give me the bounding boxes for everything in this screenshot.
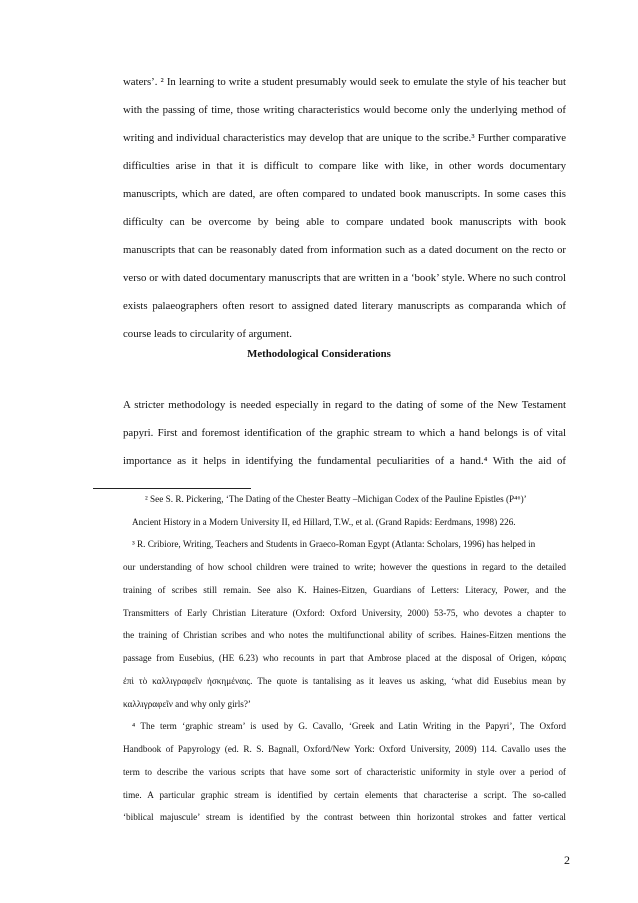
body-line: papyri. First and foremost identification of the graphic stream to which a hand belongs is of vital (123, 427, 566, 439)
footnote-line: the training of Christian scribes and who notes the multifunctional ability of scribes. Haines-Eitzen mentions the (123, 630, 566, 640)
body-line: with the passing of time, those writing characteristics would become only the underlying method of (123, 104, 566, 116)
body-line: manuscripts that can be reasonably dated from information such as a dated document on the recto or (123, 244, 566, 256)
footnote-line: our understanding of how school children were trained to write; however the questions in regard to the detailed (123, 562, 566, 572)
body-line: difficulties arise in that it is difficult to compare like with like, in other words documentary (123, 160, 566, 172)
body-line: manuscripts, which are dated, are often compared to undated book manuscripts. In some cases this (123, 188, 566, 200)
body-line: A stricter methodology is needed especially in regard to the dating of some of the New Testament (123, 399, 566, 411)
footnote-line: ⁴ The term ‘graphic stream’ is used by G. Cavallo, ‘Greek and Latin Writing in the Papyri’, The Oxford (132, 721, 566, 731)
footnote-line (132, 516, 566, 528)
footnote-line: training of scribes still remain. See also K. Haines-Eitzen, Guardians of Letters: Literacy, Power, and the (123, 585, 566, 595)
footnote-line: Handbook of Papyrology (ed. R. S. Bagnall, Oxford/New York: Oxford University, 2009) 114. Cavallo uses the (123, 744, 566, 754)
body-line: course leads to circularity of argument. (123, 328, 292, 340)
footnote-line: passage from Eusebius, (HE 6.23) who recounts in part that Ambrose placed at the disposal of Origen, κόραις (123, 653, 566, 663)
footnote-line: term to describe the various scripts that have some sort of characteristic uniformity in style over a period of (123, 767, 566, 777)
page-number: 2 (564, 853, 570, 867)
body-line: verso or with dated documentary manuscripts that are written in a ‘book’ style. Where no such control (123, 272, 566, 284)
body-line: difficulty can be overcome by being able to compare undated book manuscripts with book (123, 216, 566, 228)
body-line: waters’. ² In learning to write a student presumably would seek to emulate the style of his teacher but (123, 76, 566, 88)
footnote-line: Transmitters of Early Christian Literature (Oxford: Oxford University, 2000) 53-75, who devotes a chapter to (123, 608, 566, 618)
footnote-separator (93, 488, 251, 489)
footnote-text: Ancient History in a Modern University II, ed Hillard, T.W., et al. (Grand Rapids: Eerdmans, 1998) 226. (132, 517, 516, 527)
body-line: importance as it helps in identifying the fundamental peculiarities of a hand.⁴ With the aid of (123, 455, 566, 467)
footnote-line: ἐπὶ τὸ καλλιγραφεῖν ἠσκημέναις. The quote is tantalising as it leaves us asking, ‘what did Eusebius mean by (123, 676, 566, 686)
footnote-line: time. A particular graphic stream is identified by certain elements that characterise a script. The so-called (123, 790, 566, 800)
section-heading: Methodological Considerations (247, 348, 391, 360)
body-line: writing and individual characteristics may develop that are unique to the scribe.³ Further comparative (123, 132, 566, 144)
footnote-line: ³ R. Cribiore, Writing, Teachers and Students in Graeco-Roman Egypt (Atlanta: Scholars, 1996) has helped in (132, 539, 536, 549)
footnote-line: ‘biblical majuscule’ stream is identified by the contrast between thin horizontal strokes and fatter vertical (123, 812, 566, 822)
body-line: exists palaeographers often resort to assigned dated literary manuscripts as comparanda which of (123, 300, 566, 312)
footnote-line: ² See S. R. Pickering, ‘The Dating of the Chester Beatty –Michigan Codex of the Pauline Epistles (P⁴⁶)’ (145, 494, 527, 504)
footnote-line: καλλιγραφεῖν and why only girls?’ (123, 699, 251, 709)
